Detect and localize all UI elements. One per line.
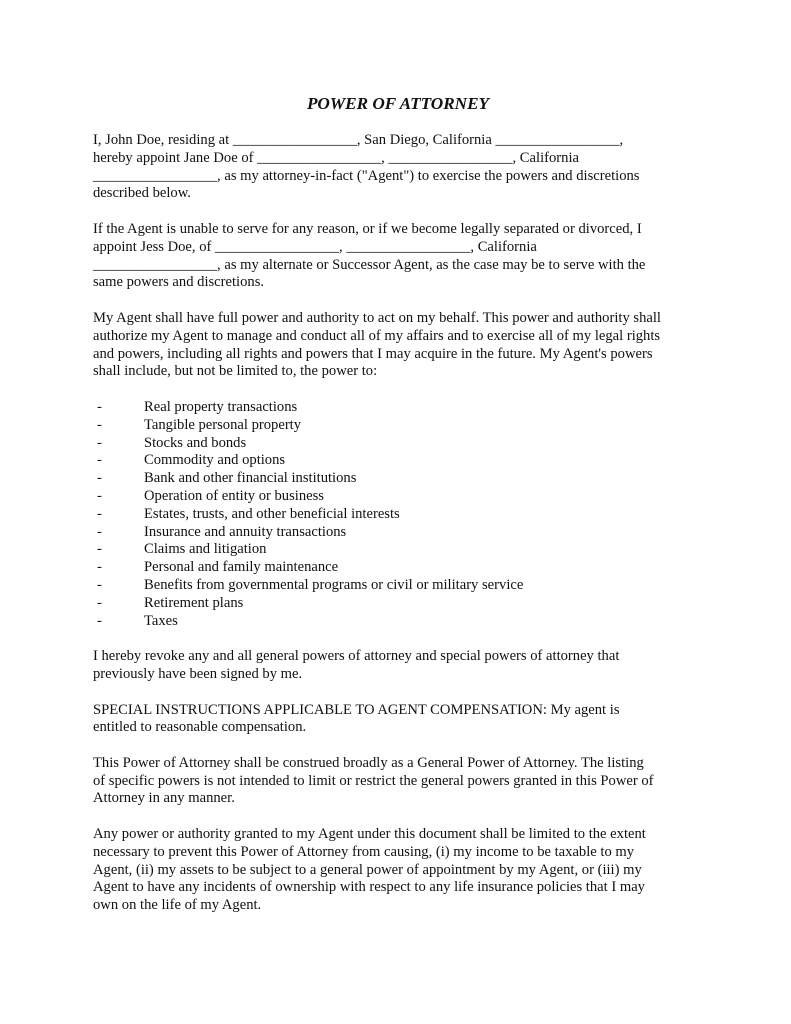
list-marker: - bbox=[97, 416, 102, 433]
list-item bbox=[93, 577, 703, 595]
list-marker: - bbox=[97, 452, 102, 469]
list-item-text: Operation of entity or business bbox=[144, 487, 324, 504]
list-item-text: Insurance and annuity transactions bbox=[144, 523, 347, 540]
list-marker: - bbox=[97, 470, 102, 487]
list-marker: - bbox=[97, 541, 102, 558]
list-marker: - bbox=[97, 523, 102, 540]
list-item bbox=[93, 435, 703, 453]
list-item-text: Estates, trusts, and other beneficial interests bbox=[144, 505, 400, 522]
construction-paragraph: This Power of Attorney shall be construed broadly as a General Power of Attorney. The listing of specific powers is not intended to limit or restrict the general powers granted in this Power of Attorney in any manner. bbox=[93, 754, 654, 807]
list-item bbox=[93, 488, 703, 506]
list-item-text: Tangible personal property bbox=[144, 416, 302, 433]
list-marker: - bbox=[97, 505, 102, 522]
list-item bbox=[93, 595, 703, 613]
list-marker: - bbox=[97, 559, 102, 576]
list-marker: - bbox=[97, 594, 102, 611]
list-item bbox=[93, 613, 703, 631]
powers-list bbox=[93, 399, 703, 630]
list-item-text: Bank and other financial institutions bbox=[144, 470, 357, 487]
list-marker: - bbox=[97, 434, 102, 451]
document-title: POWER OF ATTORNEY bbox=[306, 94, 490, 113]
list-marker: - bbox=[97, 576, 102, 593]
list-marker: - bbox=[97, 398, 102, 415]
list-item bbox=[93, 452, 703, 470]
agent-powers-paragraph: My Agent shall have full power and authority to act on my behalf. This power and authority shall authorize my Agent to manage and conduct all of my affairs and to exercise all of my legal rights and powers, including all rights and powers that I may acquire in the future. My Agent's powers shall include, but not be limited to, the power to: bbox=[93, 309, 661, 380]
list-item bbox=[93, 524, 703, 542]
list-item-text: Claims and litigation bbox=[144, 541, 267, 558]
list-item-text: Stocks and bonds bbox=[144, 434, 247, 451]
list-item-text: Benefits from governmental programs or civil or military service bbox=[144, 576, 524, 593]
successor-agent-paragraph: If the Agent is unable to serve for any reason, or if we become legally separated or divorced, I appoint Jess Doe, of _________________, _________________, California _________________, as my alternate or Successor Agent, as the case may be to serve with the same powers and discretions. bbox=[93, 220, 646, 291]
list-item-text: Personal and family maintenance bbox=[144, 559, 339, 576]
appointment-paragraph: I, John Doe, residing at _________________, San Diego, California _________________, hereby appoint Jane Doe of _________________, _________________, California _________________, as my attorney-in-fact ("Agent") to exercise the powers and discretions described below. bbox=[93, 132, 640, 202]
revocation-paragraph: I hereby revoke any and all general powers of attorney and special powers of attorney that previously have been signed by me. bbox=[93, 648, 620, 682]
list-item bbox=[93, 470, 703, 488]
list-item bbox=[93, 559, 703, 577]
document-page bbox=[93, 94, 703, 933]
list-item-text: Commodity and options bbox=[144, 452, 286, 469]
list-marker: - bbox=[97, 487, 102, 504]
list-item bbox=[93, 541, 703, 559]
list-item bbox=[93, 399, 703, 417]
compensation-paragraph: SPECIAL INSTRUCTIONS APPLICABLE TO AGENT COMPENSATION: My agent is entitled to reasonable compensation. bbox=[93, 701, 620, 736]
list-item-text: Taxes bbox=[144, 612, 178, 629]
list-item-text: Retirement plans bbox=[144, 594, 244, 611]
limitation-paragraph: Any power or authority granted to my Agent under this document shall be limited to the extent necessary to prevent this Power of Attorney from causing, (i) my income to be taxable to my Agent, (ii) my assets to be subject to a general power of appointment by my Agent, or (iii) my Agent to have any incidents of ownership with respect to any life insurance policies that I may own on the life of my Agent. bbox=[93, 826, 646, 914]
list-item bbox=[93, 506, 703, 524]
list-marker: - bbox=[97, 612, 102, 629]
list-item bbox=[93, 417, 703, 435]
list-item-text: Real property transactions bbox=[144, 398, 298, 415]
